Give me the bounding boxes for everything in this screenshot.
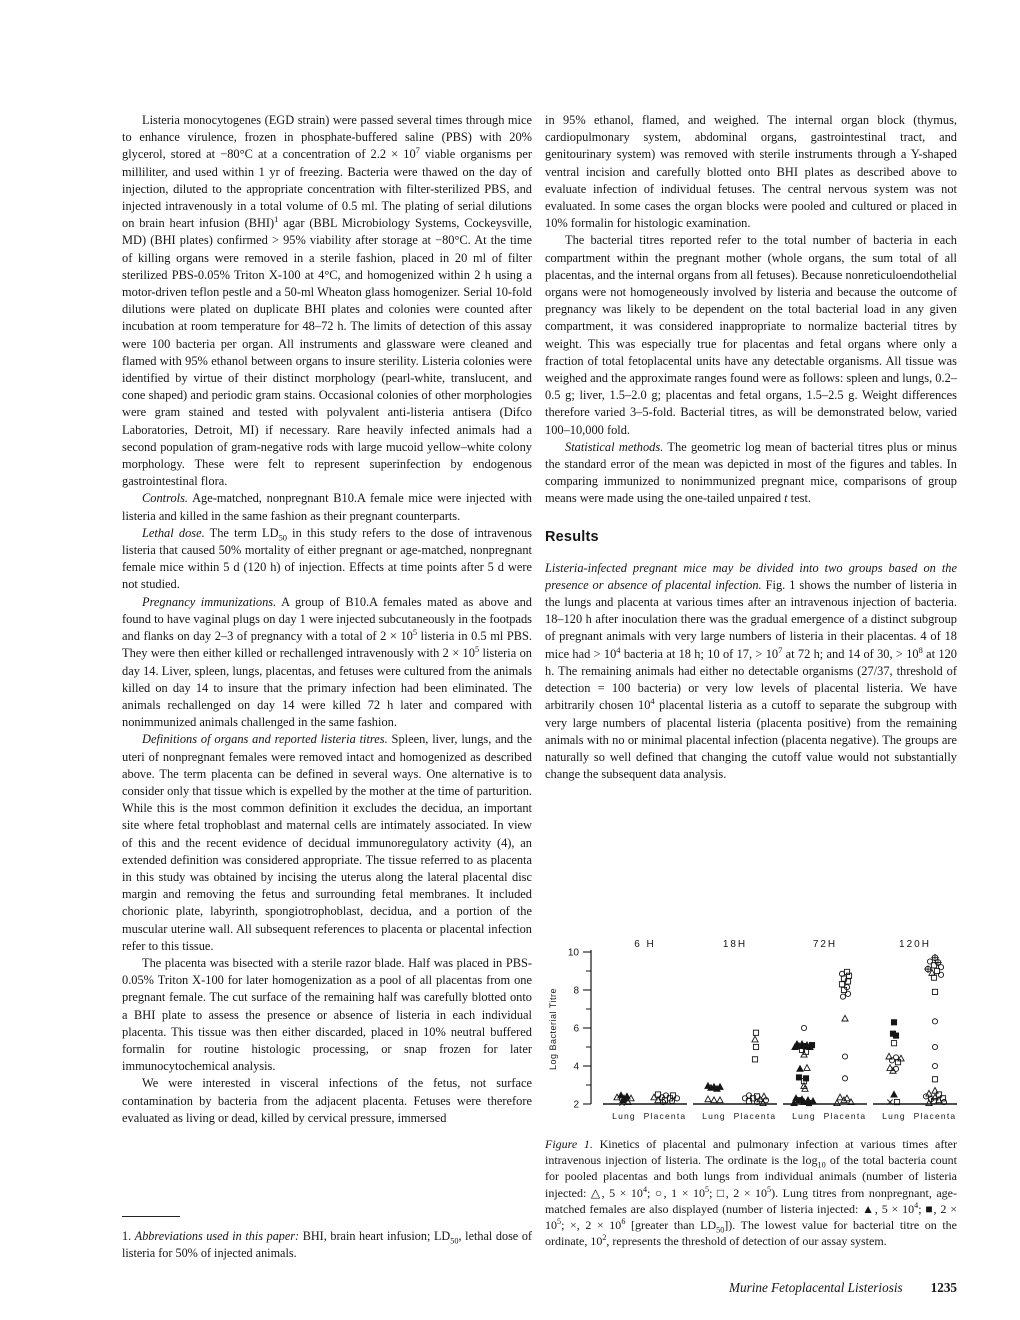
panel-6h [603,939,687,1121]
figure-1 [545,936,957,1249]
x-sublabel: Lung [612,1111,636,1121]
paragraph: We were interested in visceral infections of the fetus, not surface contamination by bacteria from the adjacent placenta. Fetuses were therefore evaluated as living or dead, killed by cervical pressure, immersed [122,1076,532,1125]
svg-text:6: 6 [573,1023,579,1035]
x-sublabel: Placenta [733,1111,777,1121]
svg-text:10: 10 [567,947,579,959]
svg-text:4: 4 [573,1061,579,1073]
data-points [705,1030,769,1105]
page-footer [545,1280,957,1296]
x-sublabel: Placenta [913,1111,957,1121]
y-axis-label: Log Bacterial Titre [548,987,558,1071]
panel-header: 120H [899,939,931,950]
paragraph: Pregnancy immunizations. A group of B10.A females mated as above and found to have vaginal plugs on day 1 were injected subcutaneously in the footpads and flanks on day 2–3 of pregnancy with a total of $2 \times 10^5$ listeria in 0.5 ml PBS. They were then either killed or rechallenged intravenously with $2 \times 10^5$ listeria on day 14. Liver, spleen, lungs, placentas, and fetuses were cultured from the animals killed on day 14 to insure that the primary infection had been eliminated. The animals rechallenged on day 14 were killed 72 h later and compared with nonimmunized animals challenged in the same fashion. [122,594,532,730]
right-column [545,112,957,932]
x-sublabel: Lung [792,1111,816,1121]
panel-header: 72H [812,939,838,950]
panel-header: 6 H [634,939,656,950]
panel-72h [783,939,867,1121]
x-sublabel: Placenta [643,1111,687,1121]
paragraph: Lethal dose. The term $LD_{50}$ in this study refers to the dose of intravenous listeria that caused 50% mortality of either pregnant or age-matched, nonpregnant female mice within 5 d (120 h) of injection. Effects at time points after 5 d were not studied. [122,525,532,592]
panel-header: 18H [722,939,748,950]
running-title: Murine Fetoplacental Listeriosis [729,1280,903,1295]
scatter-chart [545,936,957,1128]
paragraph: Listeria monocytogenes (EGD strain) were passed several times through mice to enhance virulence, frozen in phosphate-buffered saline (PBS) with 20% glycerol, stored at −80°C at a concentration of $2.2 \times 10^7$ viable organisms per milliliter, and used within 1 yr of freezing. Bacteria were thawed on the day of injection, diluted to the appropriate concentration with filter-sterilized PBS, and injected intravenously in a total volume of 0.5 ml. The plating of serial dilutions on brain heart infusion (BHI)$^1$ agar (BBL Microbiology Systems, Cockeysville, MD) (BHI plates) confirmed > 95% viability after storage at −80°C. At the time of killing organs were removed in a sterile fashion, placed in 20 ml of filter sterilized PBS-0.05% Triton X-100 at 4°C, and homogenized within 2 h using a motor-driven teflon pestle and a 50-ml Wheaton glass homogenizer. Serial 10-fold dilutions were plated on duplicate BHI plates and colonies were counted after incubation at room temperature for 48–72 h. The limits of detection of this assay were 100 bacteria per organ. All instruments and glassware were cleaned and flamed with 95% ethanol between organs to insure sterility. Listeria colonies were identified by virtue of their distinct morphology (pearl-white, translucent, and cone shaped) and periodic gram stains. Occasional colonies of other morphologies were gram stained and tested with polyvalent anti-listeria antisera (Difco Laboratories, Detroit, MI) if necessary. Rare heavily infected animals had a second population of gram-negative rods with large mucoid yellow–white colony morphology. These were felt to represent superinfection by endogenous gastrointestinal flora. [122,113,532,489]
results-text [545,560,957,784]
x-sublabel: Lung [882,1111,906,1121]
paragraph: Listeria-infected pregnant mice may be divided into two groups based on the presence or absence of placental infection. Fig. 1 shows the number of listeria in the lungs and placenta at various times after an intravenous injection of bacteria. 18–120 h after inoculation there was the gradual emergence of a distinct subgroup of pregnant animals with very large numbers of listeria in their placentas. 4 of 18 mice had > $10^4$ bacteria at 18 h; 10 of 17, > $10^7$ at 72 h; and 14 of 30, > $10^8$ at 120 h. The remaining animals had either no detectable organisms (27/37, threshold of detection = 100 bacteria) or very low levels of placental listeria. We have arbitrarily chosen $10^4$ placental listeria as a cutoff to separate the subgroup with very large numbers of placental listeria (placenta positive) from the remaining animals with no or minimal placental infection (placenta negative). The groups are naturally so well defined that changing the cutoff value would not substantially change the subsequent data analysis. [545,560,957,782]
data-points [886,954,947,1106]
paragraph: Statistical methods. The geometric log mean of bacterial titres plus or minus the standard error of the mean was depicted in most of the figures and tables. In comparing immunized to nonimmunized pregnant mice, comparisons of group means were made using the one-tailed unpaired t test. [545,439,957,506]
y-axis [548,948,591,1111]
figure-1-chart [545,936,957,1128]
svg-text:8: 8 [573,985,579,997]
paragraph: Definitions of organs and reported listeria titres. Spleen, liver, lungs, and the uteri of nonpregnant females were removed intact and homogenized as described above. The term placenta can be defined in several ways. One alternative is to consider only that tissue which is expelled by the mother at the time of parturition. While this is the most common definition it excludes the decidua, an important site where fetal trophoblast and maternal cells are intimately associated. In view of this and the recent evidence of decidual immunoregulatory activity (4), an extended definition was considered appropriate. The tissue referred to as placenta in this study was obtained by incising the uterus along the lateral placental disc margin and removing the fetus and surrounding fetal membranes. It included chorionic plate, labyrinth, spongiotrophoblast, decidua, and a portion of the muscular uterine wall. All subsequent references to placenta or placental infection refer to this tissue. [122,732,532,953]
figure-1-caption: Figure 1. Kinetics of placental and pulmonary infection at various times after intravenous injection of listeria. The ordinate is the $\log_{10}$ of the total bacteria count for pooled placentas and both lungs from individual animals (number of listeria injected: △, $5 \times 10^4$; ○, $1 \times 10^5$; □, $2 \times 10^5$). Lung titres from nonpregnant, age-matched females are also displayed (number of listeria injected: ▲, $5 \times 10^4$; ■, $2 \times 10^5$; ×, $2 \times 10^6$ [greater than $LD_{50}$]). The lowest value for bacterial titre on the ordinate, $10^2$, represents the threshold of detection of our assay system. [545,1137,958,1249]
paragraph: Controls. Age-matched, nonpregnant B10.A female mice were injected with listeria and killed in the same fashion as their pregnant counterparts. [122,491,532,523]
footnote-divider [122,1216,180,1217]
left-column [122,112,532,1204]
paragraph: in 95% ethanol, flamed, and weighed. The internal organ block (thymus, cardiopulmonary system, abdominal organs, gastrointestinal tract, and genitourinary system) was removed with sterile instruments through a Y-shaped ventral incision and carefully blotted onto BHI plates as described above to evaluate infection of individual fetuses. The central nervous system was not evaluated. In some cases the organ blocks were pooled and cultured or placed in 10% formalin for histologic examination. [545,113,957,231]
x-sublabel: Lung [702,1111,726,1121]
panel-18h [693,939,777,1121]
footnote [122,1216,532,1262]
svg-text:2: 2 [573,1099,579,1111]
page-number: 1235 [930,1280,957,1295]
paragraph: The bacterial titres reported refer to the total number of bacteria in each compartment within the pregnant mother (whole organs, the sum total of all placentas, and the internal organs from all fetuses). Because nonreticuloendothelial organs were not homogeneously involved by listeria and because the outcome of pregnancy was likely to be dependent on the total bacterial load in any given compartment, it was considered inappropriate to normalize bacterial titres by weight. This was especially true for placentas and fetal organs where only a fraction of total fetoplacental units have any detectable organisms. All tissue was weighed and the approximate ranges found were as follows: spleen and lungs, 0.2–0.5 g; liver, 1.5–2.0 g; placentas and fetal organs, 1.5–2.5 g. Weight differences therefore varied 3–5-fold. Bacterial titres, as will be demonstrated below, varied 100–10,000 fold. [545,233,957,437]
paragraph: The placenta was bisected with a sterile razor blade. Half was placed in PBS-0.05% Triton X-100 for later homogenization as a pool of all placentas from one pregnant female. The cut surface of the remaining half was carefully blotted onto a BHI plate to assess the presence or absence of listeria in each individual placenta. This tissue was then either discarded, placed in 10% neutral buffered formalin for routine histologic processing, or snap frozen for later immunocytochemical analysis. [122,955,532,1074]
right-column-methods-text [545,112,957,508]
footnote-text: 1. Abbreviations used in this paper: BHI, brain heart infusion; $LD_{50}$, lethal dose of listeria for 50% of injected animals. [122,1229,532,1260]
results-heading: Results [545,528,599,545]
data-points [791,969,854,1105]
x-sublabel: Placenta [823,1111,867,1121]
panel-120h [873,939,957,1121]
